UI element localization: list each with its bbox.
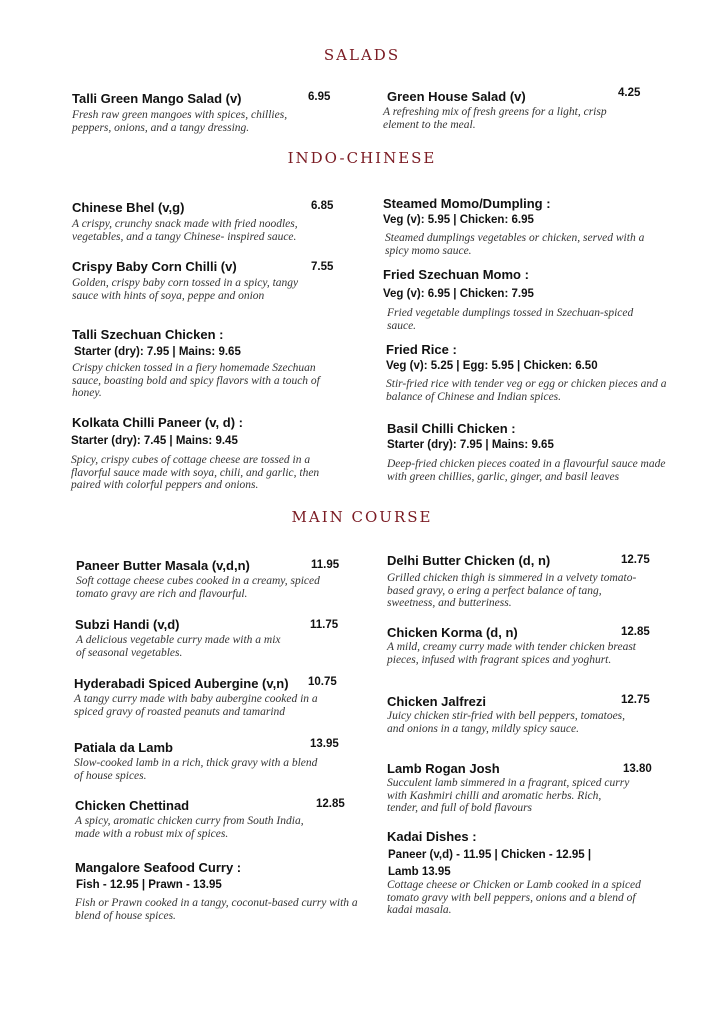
item-name: Patiala da Lamb — [74, 740, 173, 755]
item-price: 12.75 — [621, 554, 650, 566]
item-description: Juicy chicken stir-fried with bell peppers, tomatoes, and onions in a tangy, mildly spicy sauce. — [387, 710, 626, 735]
item-description: Crispy chicken tossed in a fiery homemade Szechuan sauce, boasting bold and spicy flavors with a touch of honey. — [72, 362, 320, 399]
item-prices-continued: Lamb 13.95 — [388, 866, 451, 878]
item-name: Hyderabadi Spiced Aubergine (v,n) — [74, 676, 289, 691]
item-description: Golden, crispy baby corn tossed in a spicy, tangy sauce with hints of soya, peppe and onion — [72, 277, 299, 302]
section-heading-main-course: MAIN COURSE — [291, 508, 433, 526]
item-price: 12.85 — [621, 626, 650, 638]
item-price: 13.80 — [623, 763, 652, 775]
item-name: Mangalore Seafood Curry : — [75, 860, 242, 875]
item-description: Stir-fried rice with tender veg or egg or chicken pieces and a balance of Chinese and Indian spices. — [386, 378, 667, 403]
item-name: Chicken Jalfrezi — [387, 694, 486, 709]
item-description: A spicy, aromatic chicken curry from South India, made with a robust mix of spices. — [75, 815, 304, 840]
item-description: Deep-fried chicken pieces coated in a flavourful sauce made with green chillies, garlic, ginger, and basil leaves — [387, 458, 666, 483]
item-name: Talli Szechuan Chicken : — [72, 327, 224, 342]
item-name: Chicken Chettinad — [75, 798, 190, 813]
item-prices: Veg (v): 5.95 | Chicken: 6.95 — [383, 214, 534, 226]
item-price: 6.95 — [308, 91, 331, 103]
item-description: Fish or Prawn cooked in a tangy, coconut-based curry with a blend of house spices. — [75, 897, 358, 922]
item-price: 11.75 — [310, 619, 339, 631]
item-price: 11.95 — [311, 559, 340, 571]
item-name: Fried Szechuan Momo : — [383, 267, 529, 282]
item-prices: Starter (dry): 7.45 | Mains: 9.45 — [71, 435, 238, 447]
item-name: Chinese Bhel (v,g) — [72, 200, 185, 215]
item-prices: Starter (dry): 7.95 | Mains: 9.65 — [387, 439, 554, 451]
section-heading-salads: SALADS — [323, 46, 401, 64]
item-name: Talli Green Mango Salad (v) — [72, 91, 242, 106]
item-description: Soft cottage cheese cubes cooked in a creamy, spiced tomato gravy are rich and flavourful. — [76, 575, 320, 600]
item-name: Kolkata Chilli Paneer (v, d) : — [72, 415, 243, 430]
item-name: Delhi Butter Chicken (d, n) — [387, 553, 551, 568]
item-description: Fresh raw green mangoes with spices, chillies, peppers, onions, and a tangy dressing. — [72, 109, 288, 134]
item-name: Crispy Baby Corn Chilli (v) — [72, 259, 237, 274]
item-price: 6.85 — [311, 200, 334, 212]
item-price: 13.95 — [310, 738, 339, 750]
item-description: Succulent lamb simmered in a fragrant, spiced curry with Kashmiri chilli and aromatic herbs. Rich, tender, and full of bold flavours — [387, 777, 630, 814]
item-description: Grilled chicken thigh is simmered in a velvety tomato-based gravy, o ering a perfect balance of tang, sweetness, and butteriness. — [387, 572, 637, 609]
item-prices: Veg (v): 5.25 | Egg: 5.95 | Chicken: 6.50 — [386, 360, 598, 372]
item-description: Spicy, crispy cubes of cottage cheese are tossed in a flavorful sauce made with soya, chili, and garlic, then paired with colorful peppers and onions. — [71, 454, 320, 491]
item-price: 12.85 — [316, 798, 345, 810]
item-description: A delicious vegetable curry made with a mix of seasonal vegetables. — [76, 634, 281, 659]
item-name: Subzi Handi (v,d) — [75, 617, 180, 632]
item-description: Fried vegetable dumplings tossed in Szechuan-spiced sauce. — [387, 307, 634, 332]
item-name: Chicken Korma (d, n) — [387, 625, 518, 640]
item-prices: Fish - 12.95 | Prawn - 13.95 — [76, 879, 222, 891]
item-price: 7.55 — [311, 261, 334, 273]
item-name: Lamb Rogan Josh — [387, 761, 500, 776]
item-description: Slow-cooked lamb in a rich, thick gravy with a blend of house spices. — [74, 757, 318, 782]
item-description: Cottage cheese or Chicken or Lamb cooked in a spiced tomato gravy with bell peppers, onions and a blend of kadai masala. — [387, 879, 641, 916]
item-description: A crispy, crunchy snack made with fried noodles, vegetables, and a tangy Chinese- inspired sauce. — [72, 218, 298, 243]
item-price: 12.75 — [621, 694, 650, 706]
item-name: Fried Rice : — [386, 342, 457, 357]
section-heading-indo-chinese: INDO-CHINESE — [287, 149, 437, 167]
item-name: Paneer Butter Masala (v,d,n) — [76, 558, 250, 573]
item-description: Steamed dumplings vegetables or chicken, served with a spicy momo sauce. — [385, 232, 645, 257]
item-name: Basil Chilli Chicken : — [387, 421, 516, 436]
item-prices: Starter (dry): 7.95 | Mains: 9.65 — [74, 346, 241, 358]
item-name: Kadai Dishes : — [387, 829, 477, 844]
item-name: Green House Salad (v) — [387, 89, 526, 104]
item-price: 10.75 — [308, 676, 337, 688]
item-description: A mild, creamy curry made with tender chicken breast pieces, infused with fragrant spices and yoghurt. — [387, 641, 636, 666]
item-price: 4.25 — [618, 87, 641, 99]
item-prices: Veg (v): 6.95 | Chicken: 7.95 — [383, 288, 534, 300]
item-description: A refreshing mix of fresh greens for a light, crisp element to the meal. — [383, 106, 607, 131]
item-prices: Paneer (v,d) - 11.95 | Chicken - 12.95 | — [388, 849, 592, 861]
item-name: Steamed Momo/Dumpling : — [383, 196, 551, 211]
item-description: A tangy curry made with baby aubergine cooked in a spiced gravy of roasted peanuts and tamarind — [74, 693, 318, 718]
